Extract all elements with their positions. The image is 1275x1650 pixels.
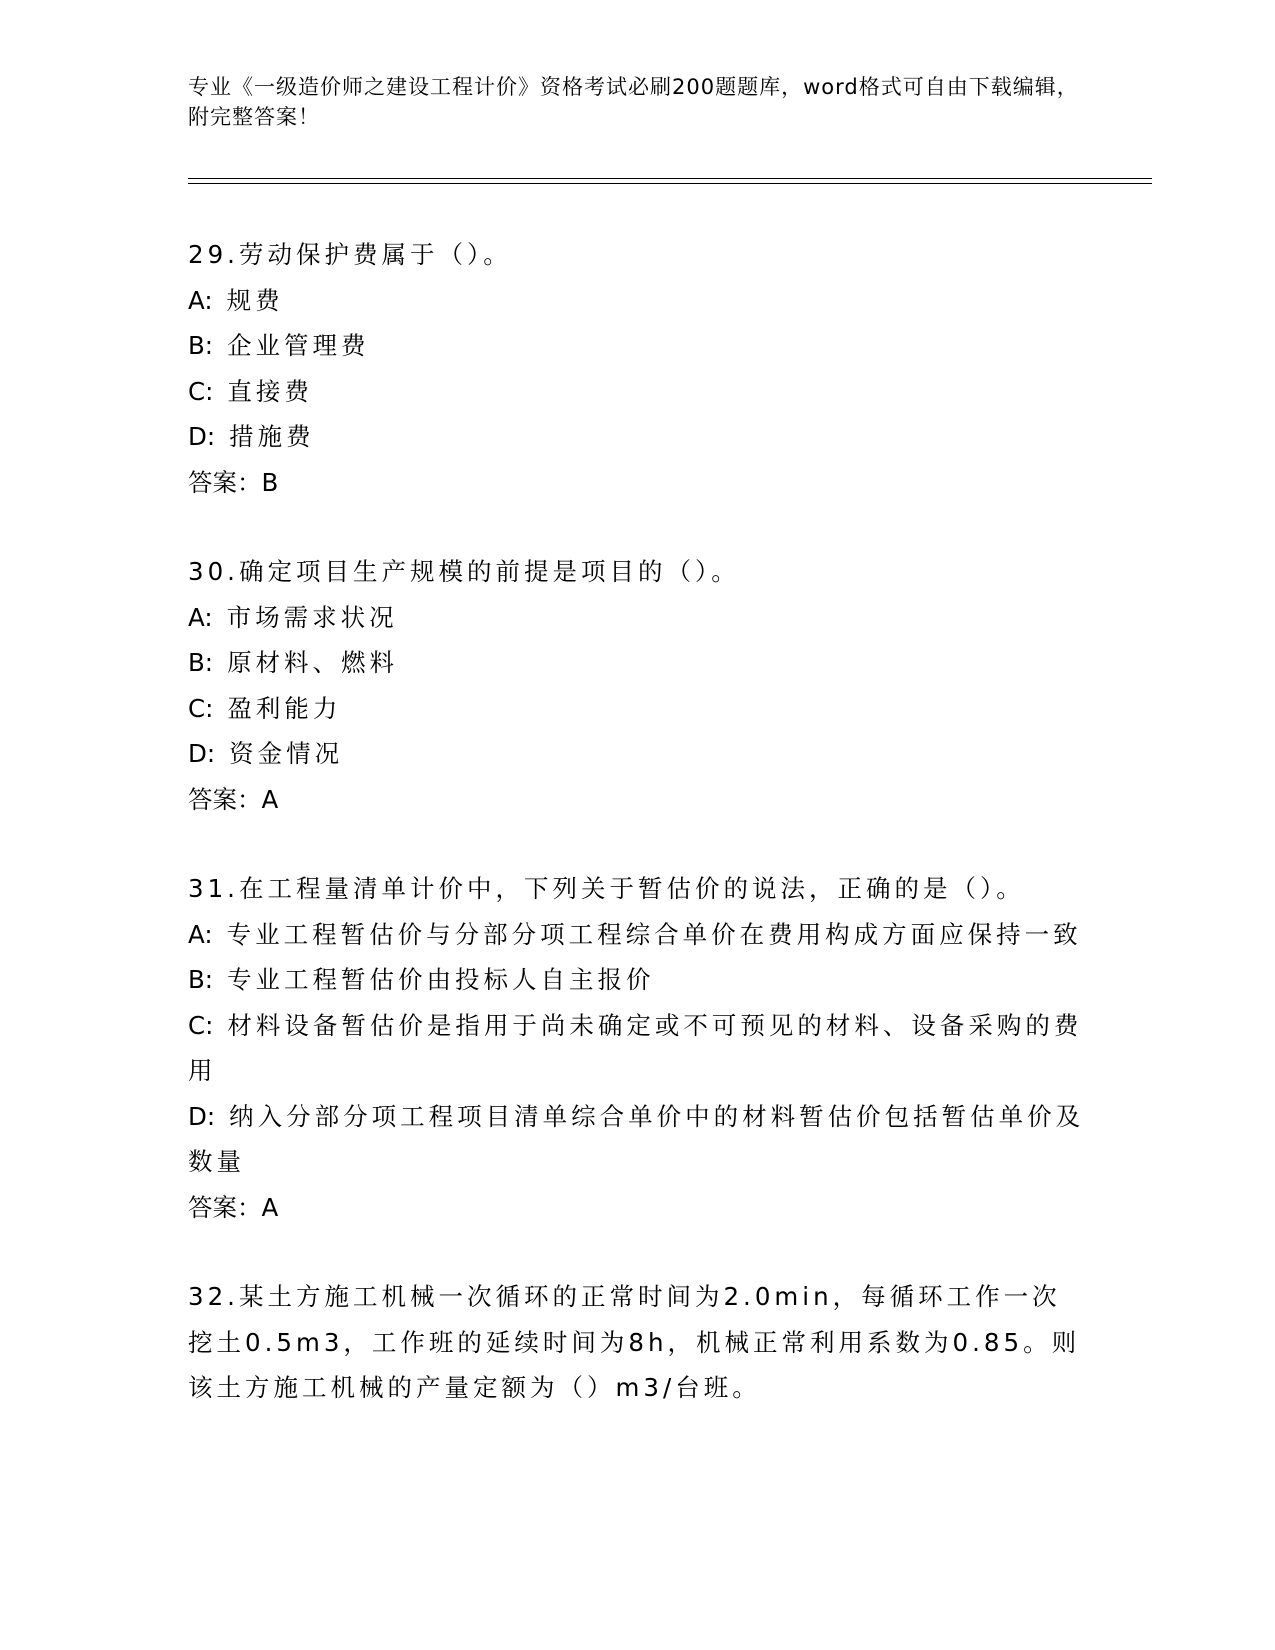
option-label: A: (188, 919, 213, 949)
option-b (188, 957, 1088, 1003)
option-text: 材料设备暂估价是指用于尚未确定或不可预见的材料、设备采购的费用 (188, 1010, 1083, 1085)
option-label: D: (188, 739, 216, 768)
option-b (188, 323, 1088, 369)
option-text: 盈利能力 (227, 693, 342, 723)
option-label: D: (188, 422, 216, 451)
option-label: B: (188, 648, 214, 677)
option-c (188, 686, 1088, 732)
option-text: 直接费 (227, 376, 313, 406)
question-list (188, 232, 1088, 1455)
question-31 (188, 866, 1088, 1230)
option-d (188, 414, 1088, 460)
question-stem: 29.劳动保护费属于（）。 (188, 240, 512, 269)
option-a (188, 595, 1088, 641)
question-stem: 30.确定项目生产规模的前提是项目的（）。 (188, 557, 740, 586)
option-label: C: (188, 1010, 214, 1040)
option-label: D: (188, 1101, 216, 1131)
header-divider-bottom (188, 183, 1152, 184)
option-text: 措施费 (229, 422, 315, 451)
option-label: A: (188, 602, 213, 632)
option-c (188, 369, 1088, 415)
option-a (188, 278, 1088, 324)
question-29 (188, 232, 1088, 505)
option-label: B: (188, 331, 214, 360)
answer: 答案：A (188, 1192, 279, 1222)
page-header: 专业《一级造价师之建设工程计价》资格考试必刷200题题库，word格式可自由下载编辑，附完整答案！ (188, 75, 1079, 129)
option-text: 原材料、燃料 (227, 648, 399, 677)
option-label: A: (188, 285, 213, 315)
option-a (188, 912, 1088, 958)
question-stem: 32.某土方施工机械一次循环的正常时间为2.0min，每循环工作一次挖土0.5m3，工作班的延续时间为8h，机械正常利用系数为0.85。则该土方施工机械的产量定额为（）m3/台班。 (188, 1282, 1081, 1402)
header-divider-top (188, 178, 1152, 179)
option-label: C: (188, 376, 214, 406)
answer: 答案：B (188, 467, 279, 497)
question-stem: 31.在工程量清单计价中，下列关于暂估价的说法，正确的是（）。 (188, 874, 1025, 903)
option-label: B: (188, 965, 214, 994)
option-d (188, 731, 1088, 777)
option-label: C: (188, 693, 214, 723)
option-text: 规费 (226, 285, 284, 315)
option-c (188, 1003, 1088, 1094)
option-text: 纳入分部分项工程项目清单综合单价中的材料暂估价包括暂估单价及数量 (188, 1101, 1085, 1176)
option-text: 市场需求状况 (226, 602, 398, 632)
option-text: 专业工程暂估价由投标人自主报价 (227, 965, 655, 994)
option-text: 资金情况 (229, 739, 344, 768)
option-text: 企业管理费 (227, 331, 370, 360)
option-text: 专业工程暂估价与分部分项工程综合单价在费用构成方面应保持一致 (226, 919, 1082, 949)
answer: 答案：A (188, 784, 279, 814)
question-32 (188, 1274, 1088, 1411)
question-30 (188, 549, 1088, 822)
option-b (188, 640, 1088, 686)
option-d (188, 1094, 1088, 1185)
